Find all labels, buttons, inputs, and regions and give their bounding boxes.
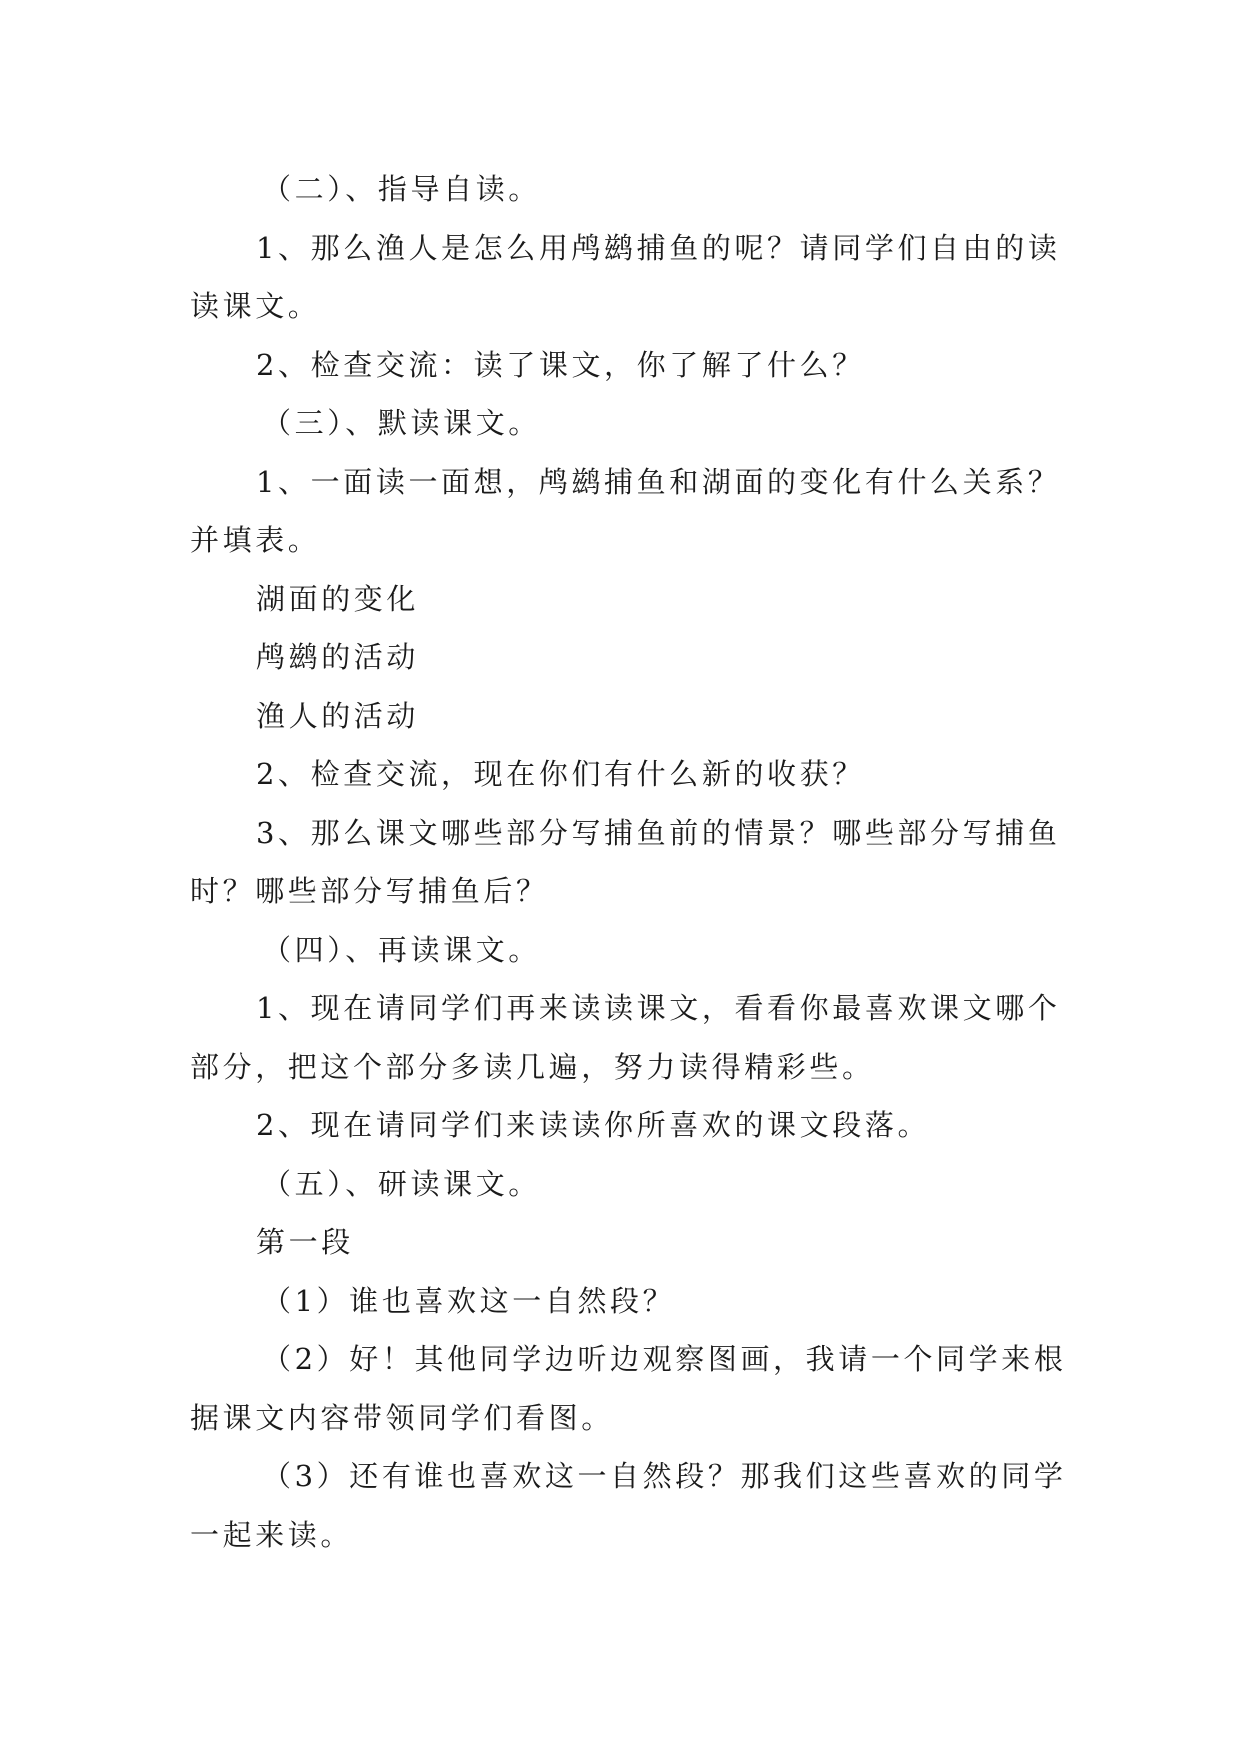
section-heading-4: （四）、再读课文。 (262, 932, 541, 967)
paragraph: 3、那么课文哪些部分写捕鱼前的情景？哪些部分写捕鱼时？哪些部分写捕鱼后？ (190, 815, 1061, 908)
paragraph: 2、现在请同学们来读读你所喜欢的课文段落。 (256, 1108, 931, 1142)
paragraph: （1）谁也喜欢这一自然段？ (262, 1283, 676, 1318)
paragraph: 1、一面读一面想，鸬鹚捕鱼和湖面的变化有什么关系？并填表。 (190, 464, 1061, 557)
document-body (190, 160, 1070, 1564)
paragraph: （3）还有谁也喜欢这一自然段？那我们这些喜欢的同学一起来读。 (190, 1459, 1067, 1552)
table-label-fisherman: 渔人的活动 (256, 698, 420, 733)
paragraph: 1、那么渔人是怎么用鸬鹚捕鱼的呢？请同学们自由的读读课文。 (190, 230, 1061, 323)
table-label-cormorant: 鸬鹚的活动 (256, 640, 420, 674)
paragraph: 2、检查交流：读了课文，你了解了什么？ (256, 347, 865, 382)
paragraph: 2、检查交流，现在你们有什么新的收获？ (256, 757, 865, 791)
paragraph: 1、现在请同学们再来读读课文，看看你最喜欢课文哪个部分，把这个部分多读几遍，努力读得精彩些。 (190, 991, 1061, 1084)
paragraph: （2）好！其他同学边听边观察图画，我请一个同学来根据课文内容带领同学们看图。 (190, 1342, 1067, 1435)
section-heading-3: （三）、默读课文。 (262, 406, 541, 440)
table-label-lake: 湖面的变化 (256, 581, 420, 616)
section-heading-5: （五）、研读课文。 (262, 1166, 541, 1201)
section-heading-2: （二）、指导自读。 (262, 172, 541, 206)
subheading-first-section: 第一段 (256, 1225, 354, 1259)
